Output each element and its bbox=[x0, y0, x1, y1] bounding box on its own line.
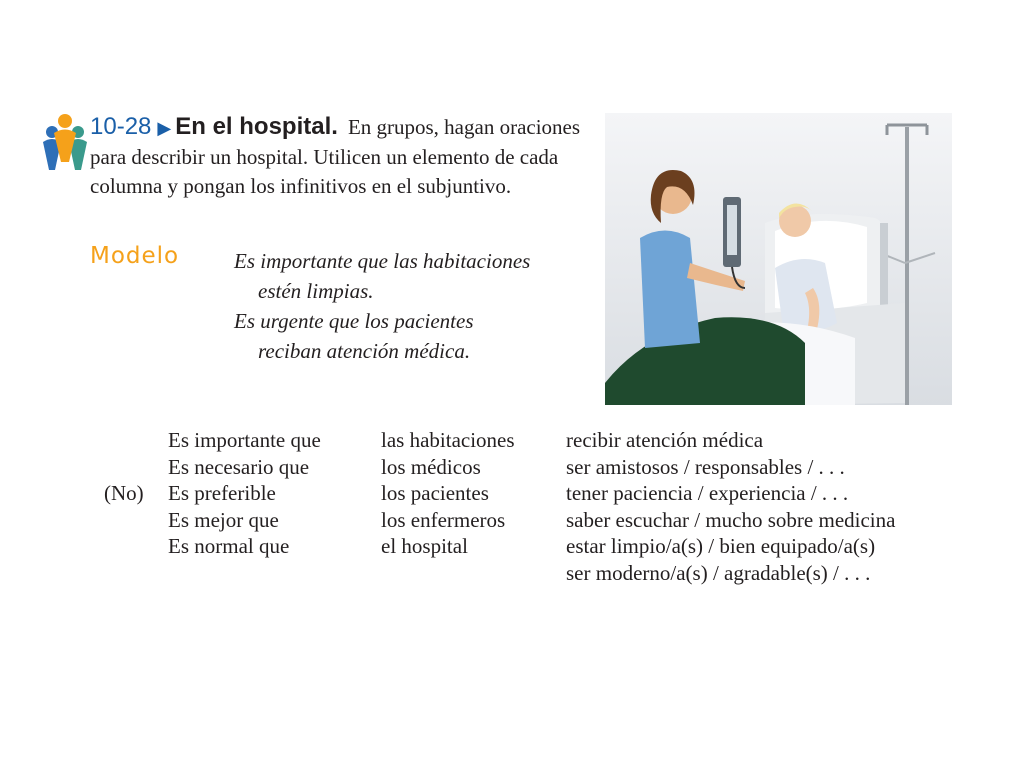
group-activity-icon bbox=[40, 112, 90, 174]
modelo-line: Es importante que las habitaciones bbox=[234, 249, 531, 273]
exercise-number: 10-28 bbox=[90, 113, 152, 140]
modelo-examples bbox=[234, 246, 594, 366]
list-item: los enfermeros bbox=[381, 507, 506, 532]
exercise-intro bbox=[90, 112, 590, 201]
list-item: saber escuchar / mucho sobre medicina bbox=[566, 507, 896, 532]
list-item: estar limpio/a(s) / bien equipado/a(s) bbox=[566, 534, 876, 558]
list-item: el hospital bbox=[381, 534, 468, 558]
column-subjects bbox=[381, 427, 515, 560]
list-item: Es mejor que bbox=[168, 507, 279, 532]
list-item: Es necesario que bbox=[168, 454, 310, 479]
column-infinitives bbox=[566, 427, 895, 586]
list-item: los pacientes bbox=[381, 481, 489, 505]
modelo-label: Modelo bbox=[90, 243, 180, 269]
list-item: Es preferible bbox=[168, 481, 276, 505]
list-item: Es normal que bbox=[168, 534, 290, 558]
modelo-line: reciban atención médica. bbox=[258, 339, 471, 363]
column-expressions bbox=[168, 427, 321, 560]
list-item: tener paciencia / experiencia / . . . bbox=[566, 481, 849, 505]
list-item: Es importante que bbox=[168, 428, 321, 452]
triangle-right-icon: ▶ bbox=[157, 118, 172, 138]
list-item: las habitaciones bbox=[381, 428, 515, 452]
modelo-line: estén limpias. bbox=[258, 279, 374, 303]
hospital-photo bbox=[605, 113, 952, 405]
exercise-instructions: En grupos, hagan oraciones para describir un hospital. Utilicen un elemento de cada columna y pongan los infinitivos en el subjuntivo. bbox=[90, 115, 581, 198]
modelo-line: Es urgente que los pacientes bbox=[234, 309, 474, 333]
negation-prefix: (No) bbox=[104, 481, 144, 505]
list-item: los médicos bbox=[381, 454, 481, 479]
exercise-title: En el hospital. bbox=[175, 113, 338, 140]
list-item: ser amistosos / responsables / . . . bbox=[566, 454, 845, 479]
list-item: ser moderno/a(s) / agradable(s) / . . . bbox=[566, 560, 871, 585]
list-item: recibir atención médica bbox=[566, 428, 764, 452]
